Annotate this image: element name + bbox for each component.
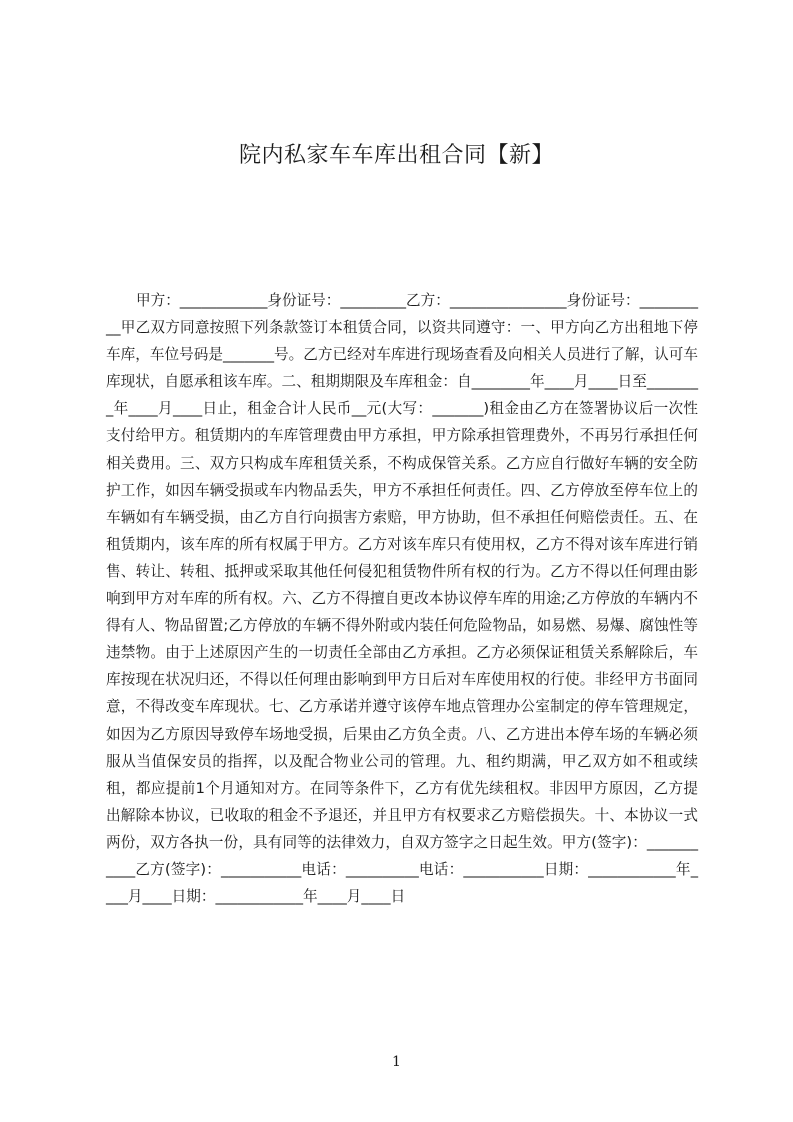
page-number: 1 — [392, 1054, 401, 1070]
document-title: 院内私家车车库出租合同【新】 — [238, 143, 554, 168]
contract-body: 甲方：____________身份证号：_________乙方：________________身份证号：__________甲乙双方同意按照下列条款签订本租赁合同，以资共同遵守：一、甲方向乙方出租地下停车库，车位号码是_______号。乙方已经对车库进行现场查看及向相关人员进行了解，认可车库现状，自愿承租该车库。二、租期期限及车库租金：自________年____月____日至________年____月____日止，租金合计人民币__元(大写：_______)租金由乙方在签署协议后一次性支付给甲方。租赁期内的车库管理费由甲方承担，甲方除承担管理费外，不再另行承担任何相关费用。三、双方只构成车库租赁关系，不构成保管关系。乙方应自行做好车辆的安全防护工作，如因车辆受损或车内物品丢失，甲方不承担任何责任。四、乙方停放至停车位上的车辆如有车辆受损，由乙方自行向损害方索赔，甲方协助，但不承担任何赔偿责任。五、在租赁期内，该车库的所有权属于甲方。乙方对该车库只有使用权，乙方不得对该车库进行销售、转让、转租、抵押或采取其他任何侵犯租赁物件所有权的行为。乙方不得以任何理由影响到甲方对车库的所有权。六、乙方不得擅自更改本协议停车库的用途;乙方停放的车辆内不得有人、物品留置;乙方停放的车辆不得外附或内装任何危险物品，如易燃、易爆、腐蚀性等违禁物。由于上述原因产生的一切责任全部由乙方承担。乙方必须保证租赁关系解除后，车库按现在状况归还，不得以任何理由影响到甲方日后对车库使用权的行使。非经甲方书面同意，不得改变车库现状。七、乙方承诺并遵守该停车地点管理办公室制定的停车管理规定，如因为乙方原因导致停车场地受损，后果由乙方负全责。八、乙方进出本停车场的车辆必须服从当值保安员的指挥，以及配合物业公司的管理。九、租约期满，甲乙双方如不租或续租，都应提前1个月通知对方。在同等条件下，乙方有优先续租权。非因甲方原因，乙方提出解除本协议，已收取的租金不予退还，并且甲方有权要求乙方赔偿损失。十、本协议一式两份，双方各执一份，具有同等的法律效力，自双方签字之日起生效。甲方(签字)：___________乙方(签字)：___________电话：__________电话：___________日期：____________年____月____日期：____________年____月____日 — [106, 292, 698, 906]
